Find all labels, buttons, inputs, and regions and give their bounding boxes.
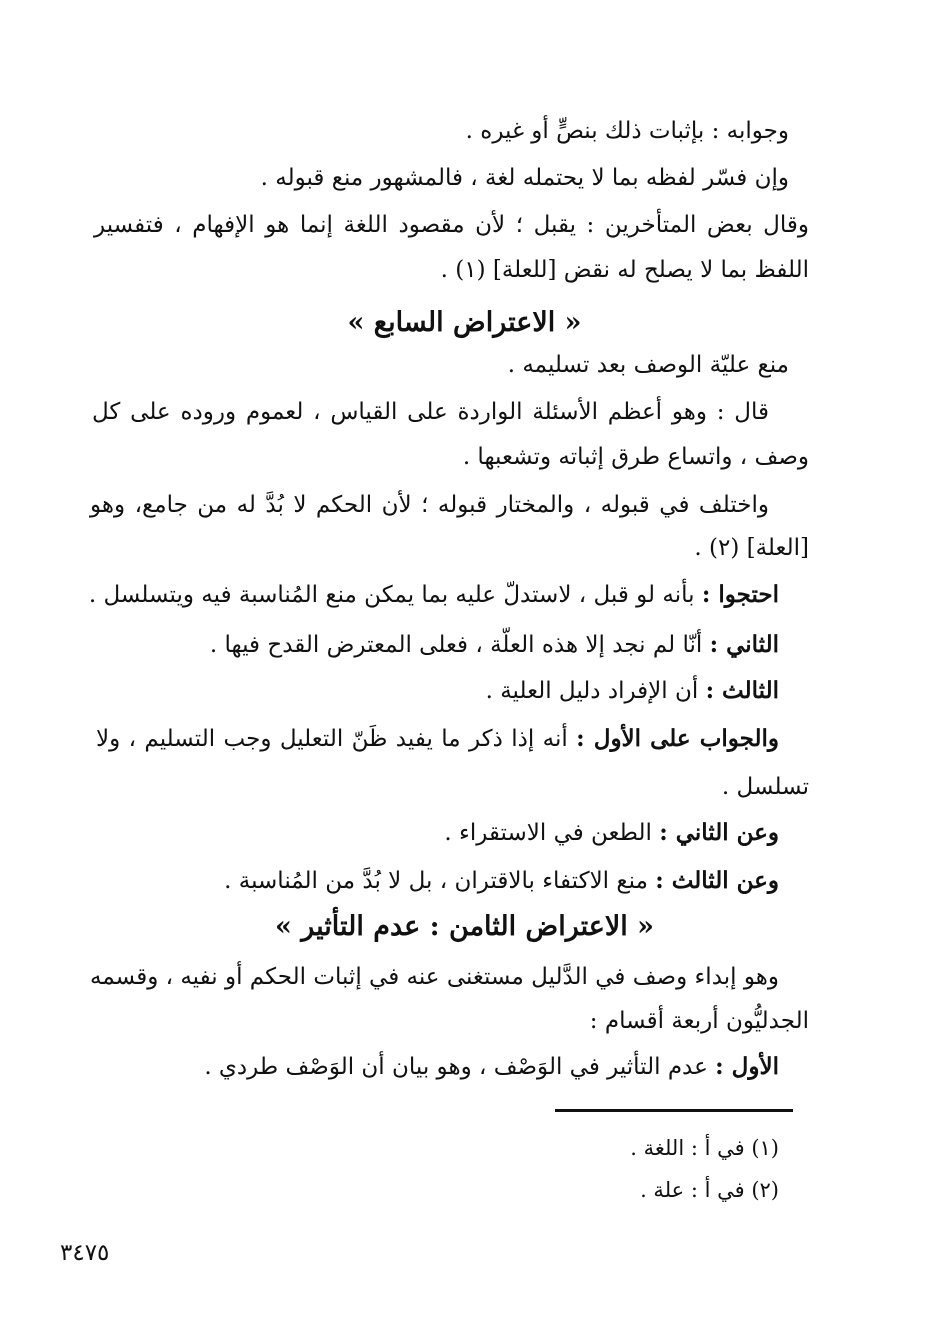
line-lead: الثاني :	[709, 631, 779, 658]
section-heading-eighth: « الاعتراض الثامن : عدم التأثير »	[274, 911, 655, 942]
line-rest: أن الإفراد دليل العلية .	[485, 678, 706, 704]
line-rest: بأنه لو قبل ، لاستدلّ عليه بما يمكن منع المُناسبة فيه ويتسلسل .	[88, 582, 702, 608]
section-heading-seventh: « الاعتراض السابع »	[347, 307, 582, 338]
text-line: وجوابه : بإثبات ذلك بنصٍّ أو غيره .	[465, 118, 789, 144]
page-number: ٣٤٧٥	[60, 1240, 110, 1266]
text-line	[96, 724, 779, 754]
text-line	[444, 818, 779, 848]
line-rest: أنّا لم نجد إلا هذه العلّة ، فعلى المعترض القدح فيها .	[209, 632, 710, 658]
text-line: وهو إبداء وصف في الدَّليل مستغنى عنه في إثبات الحكم أو نفيه ، وقسمه	[90, 964, 779, 990]
line-rest: أنه إذا ذكر ما يفيد ظَنّ التعليل وجب التسليم ، ولا	[96, 726, 577, 752]
footnote-1: (١) في أ : اللغة .	[630, 1136, 779, 1160]
text-line: وصف ، واتساع طرق إثباته وتشعبها .	[462, 444, 809, 470]
text-line	[89, 580, 779, 610]
text-line: وإن فسّر لفظه بما لا يحتمله لغة ، فالمشهور منع قبوله .	[260, 165, 789, 191]
line-lead: والجواب على الأول :	[576, 725, 780, 752]
text-line: منع عليّة الوصف بعد تسليمه .	[507, 352, 789, 378]
line-lead: وعن الثاني :	[659, 819, 779, 846]
line-lead: احتجوا :	[701, 581, 779, 608]
line-rest: الطعن في الاستقراء .	[444, 820, 660, 846]
text-line: وقال بعض المتأخرين : يقبل ؛ لأن مقصود اللغة إنما هو الإفهام ، فتفسير	[94, 212, 809, 238]
line-lead: وعن الثالث :	[655, 867, 779, 894]
line-rest: عدم التأثير في الوَصْف ، وهو بيان أن الوَصْف طردي .	[204, 1054, 716, 1080]
text-line	[224, 866, 779, 896]
text-line: الجدليُّون أربعة أقسام :	[589, 1008, 809, 1034]
text-line: قال : وهو أعظم الأسئلة الواردة على القياس ، لعموم وروده على كل	[92, 399, 769, 425]
text-line	[204, 1052, 779, 1082]
text-line	[210, 630, 779, 660]
footnote-2: (٢) في أ : علة .	[640, 1178, 779, 1202]
line-rest: منع الاكتفاء بالاقتران ، بل لا بُدَّ من المُناسبة .	[224, 868, 656, 894]
text-line: [العلة] (٢) .	[694, 535, 809, 561]
text-line	[486, 676, 779, 706]
line-lead: الثالث :	[705, 677, 779, 704]
text-line: تسلسل .	[721, 774, 809, 800]
text-line: واختلف في قبوله ، والمختار قبوله ؛ لأن الحكم لا بُدَّ له من جامع، وهو	[90, 492, 769, 518]
footnote-divider	[555, 1109, 793, 1112]
line-lead: الأول :	[715, 1053, 779, 1080]
text-line: اللفظ بما لا يصلح له نقض [للعلة] (١) .	[440, 257, 809, 283]
